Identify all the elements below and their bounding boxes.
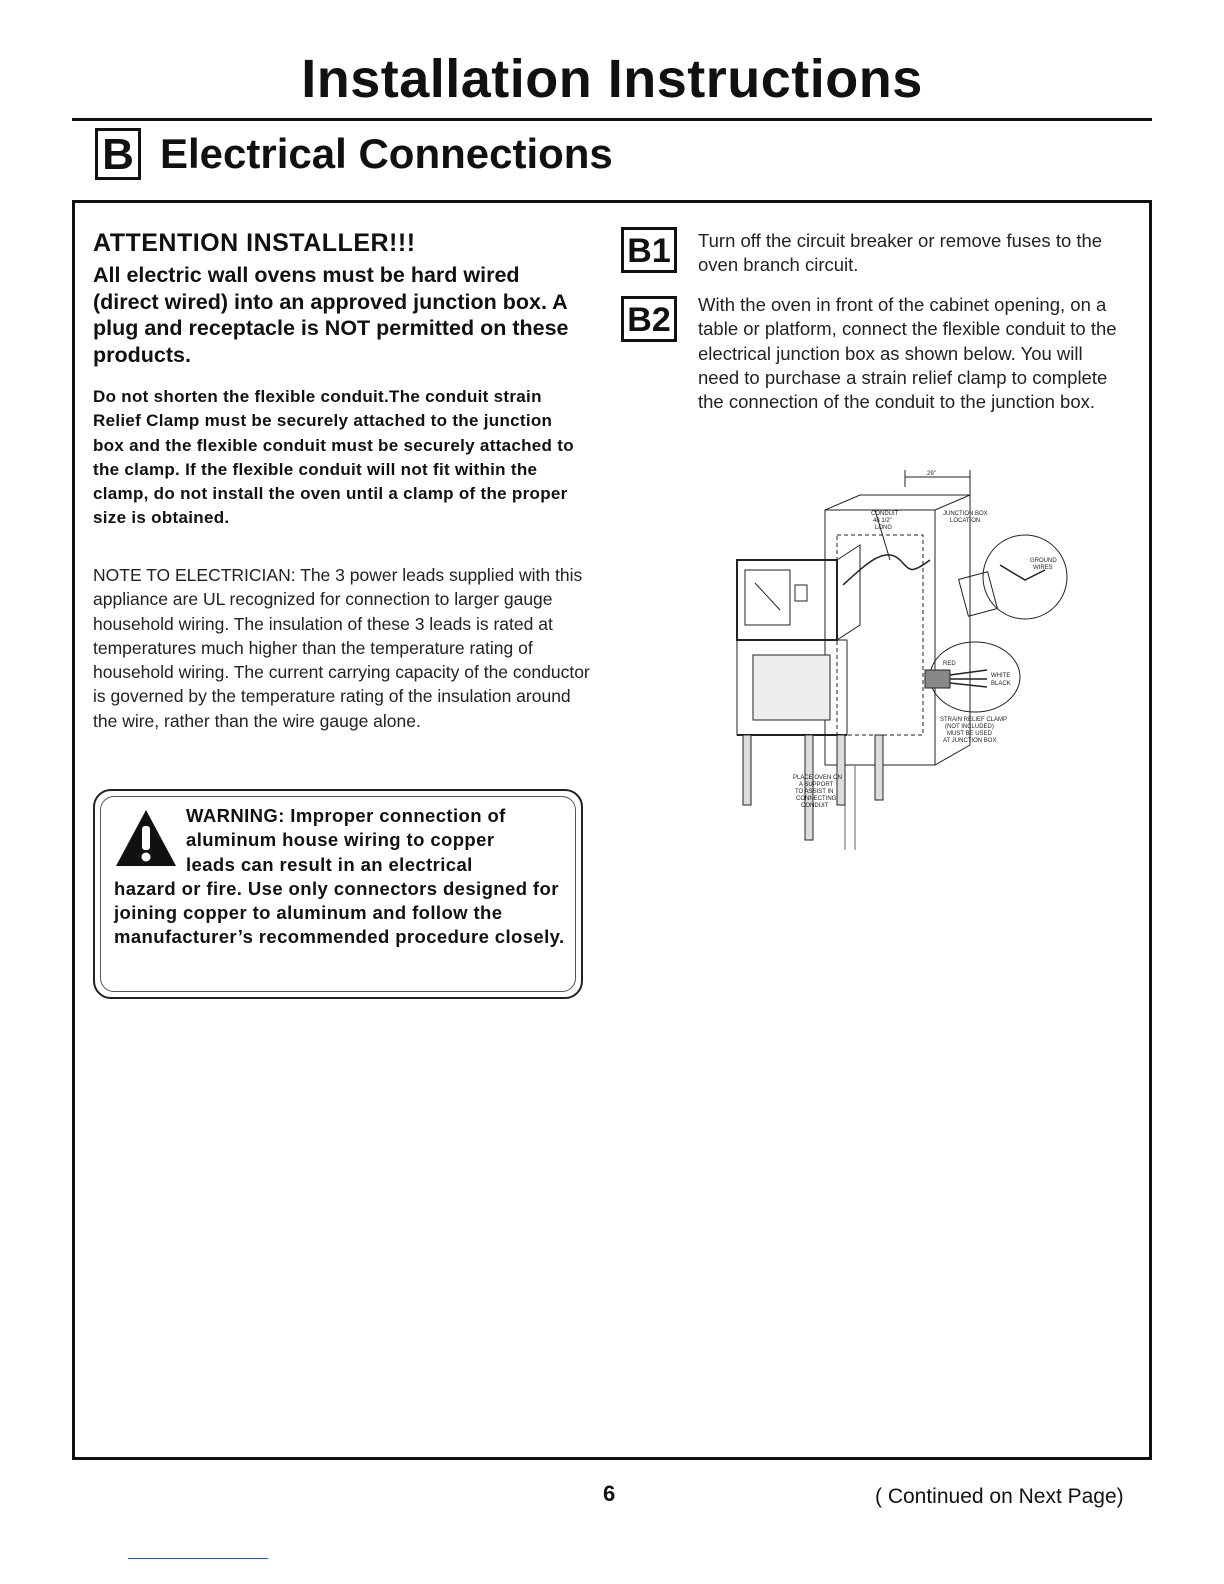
footer-rule (128, 1558, 268, 1559)
ground-label: GROUND (1030, 558, 1057, 564)
oven (737, 545, 860, 735)
support-label (793, 775, 842, 809)
step-text-b2: With the oven in front of the cabinet opening, on a table or platform, connect the flexible conduit to the electrical junction box as shown below. You will need to purchase a strain relief clamp to complete the connection of the conduit to the junction box. (698, 294, 1117, 413)
dimension-label: 29" (927, 471, 936, 477)
warning-line-1: WARNING: Improper connection of (186, 805, 506, 826)
place-label-4: CONNECTING (796, 796, 837, 802)
place-label-3: TO ASSIST IN (795, 789, 834, 795)
step-badge-b1: B1 (621, 227, 677, 273)
oven-installation-diagram (725, 465, 1075, 850)
step-text-b1: Turn off the circuit breaker or remove fuses to the oven branch circuit. (698, 230, 1103, 276)
page-title: Installation Instructions (301, 49, 923, 109)
cabinet-width-dimension (905, 470, 970, 495)
clamp-label-2: (NOT INCLUDED) (945, 724, 994, 730)
electrician-note: NOTE TO ELECTRICIAN: The 3 power leads supplied with this appliance are UL recognized for connection to larger gauge household wiring. The insulation of these 3 leads is rated at temperatures much higher than the temperature rating of household wiring. The current carrying capacity of the conductor is governed by the temperature rating of the insulation around the wire, rather than the wire gauge alone. (93, 565, 590, 731)
place-label-2: A SUPPORT (799, 782, 834, 788)
attention-heading: ATTENTION INSTALLER!!! (93, 229, 416, 257)
page-number: 6 (603, 1481, 616, 1506)
clamp-label-3: MUST BE USED (947, 731, 992, 737)
wire-color-label: RED (943, 661, 956, 667)
conduit-note: Do not shorten the flexible conduit.The conduit strain Relief Clamp must be securely attached to the junction box and the flexible conduit must be securely attached to the clamp. If the flexible conduit will not fit within the clamp, do not install the oven until a clamp of the proper size is obtained. (93, 387, 574, 528)
wire-color-label: BLACK (991, 681, 1011, 687)
continued-note: ( Continued on Next Page) (875, 1485, 1124, 1508)
warning-rest: hazard or fire. Use only connectors designed for joining copper to aluminum and follow the manufacturer’s recommended procedure closely. (114, 877, 565, 948)
conduit-length-label: 48 1/2" (873, 518, 892, 524)
wires-label: WIRES (1033, 565, 1053, 571)
warning-text (114, 804, 574, 950)
clamp-label-1: STRAIN RELIEF CLAMP (940, 717, 1008, 723)
junction-box-label: JUNCTION BOX (943, 511, 988, 517)
section-title: Electrical Connections (160, 130, 613, 177)
flexible-conduit (843, 555, 930, 585)
place-label-5: CONDUIT (801, 803, 829, 809)
warning-line-2: aluminum house wiring to copper (186, 829, 495, 851)
section-badge: B (95, 128, 141, 180)
place-label-1: PLACE OVEN ON (793, 775, 843, 781)
wire-color-label: WHITE (991, 673, 1011, 679)
ground-wires-callout (959, 535, 1067, 619)
strain-relief-clamp-callout (925, 642, 1020, 744)
title-rule (72, 118, 1152, 121)
conduit-long-label: LONG (875, 525, 893, 531)
clamp-label-4: AT JUNCTION BOX (943, 738, 997, 744)
step-badge-b2: B2 (621, 296, 677, 342)
junction-location-label: LOCATION (950, 518, 981, 524)
warning-line-3: leads can result in an electrical (186, 853, 473, 875)
hard-wire-requirement: All electric wall ovens must be hard wired (direct wired) into an approved junction box. A plug and receptacle is NOT permitted on these products. (93, 263, 569, 367)
conduit-label: CONDUIT (871, 511, 899, 517)
